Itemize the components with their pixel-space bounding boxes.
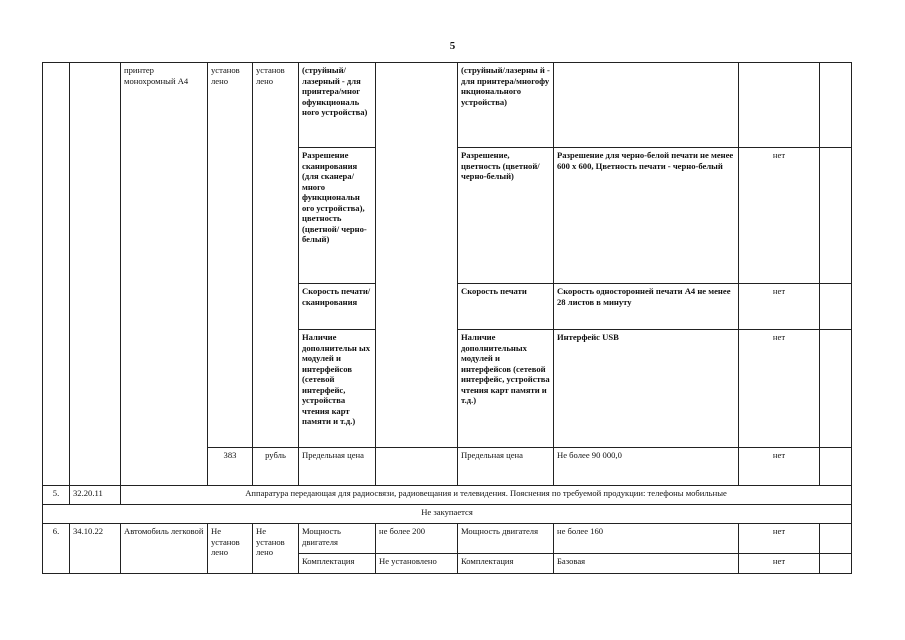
table-row bbox=[43, 63, 852, 148]
empty-cell bbox=[820, 554, 852, 574]
characteristic-value: Скорость односторонней печати А4 не менее 28 листов в минуту bbox=[554, 284, 739, 330]
empty-cell bbox=[820, 330, 852, 448]
characteristic-left: (струйный/ лазерный - для принтера/мног офункциональ ного устройства) bbox=[299, 63, 376, 148]
okpd-code: 34.10.22 bbox=[70, 524, 121, 574]
table-row bbox=[43, 524, 852, 554]
product-group-title: Аппаратура передающая для радиосвязи, радиовещания и телевидения. Пояснения по требуемой продукции: телефоны мобильные bbox=[121, 486, 852, 505]
value-left: не более 200 bbox=[376, 524, 458, 554]
characteristic-value: Интерфейс USB bbox=[554, 330, 739, 448]
note-cell: нет bbox=[739, 448, 820, 486]
characteristic-left: Разрешение сканирования (для сканера/много функциональн ого устройства), цветность (цветной/ черно-белый) bbox=[299, 148, 376, 284]
row-number: 6. bbox=[43, 524, 70, 574]
characteristic-right: (струйный/лазерны й - для принтера/многофу нкционального устройства) bbox=[458, 63, 554, 148]
value-left bbox=[376, 63, 458, 448]
unit-name: Не установ лено bbox=[253, 524, 299, 574]
characteristic-right: Комплектация bbox=[458, 554, 554, 574]
requirements-table bbox=[42, 62, 852, 574]
characteristic-value: не более 160 bbox=[554, 524, 739, 554]
empty-cell bbox=[820, 148, 852, 284]
characteristic-right: Наличие дополнительных модулей и интерфейсов (сетевой интерфейс, устройства чтения карт памяти и т.д.) bbox=[458, 330, 554, 448]
note-cell bbox=[739, 63, 820, 148]
characteristic-right: Разрешение, цветность (цветной/ черно-белый) bbox=[458, 148, 554, 284]
page-number: 5 bbox=[449, 40, 456, 52]
okpd-code: 32.20.11 bbox=[70, 486, 121, 505]
product-name: принтер монохромный А4 bbox=[121, 63, 208, 486]
unit-name: установ лено bbox=[253, 63, 299, 448]
product-name: Автомобиль легковой bbox=[121, 524, 208, 574]
note-cell: нет bbox=[739, 284, 820, 330]
characteristic-value: Не более 90 000,0 bbox=[554, 448, 739, 486]
characteristic-left: Скорость печати/ сканирования bbox=[299, 284, 376, 330]
characteristic-left: Мощность двигателя bbox=[299, 524, 376, 554]
characteristic-right: Мощность двигателя bbox=[458, 524, 554, 554]
empty-cell bbox=[820, 63, 852, 148]
characteristic-right: Скорость печати bbox=[458, 284, 554, 330]
note-cell: нет bbox=[739, 554, 820, 574]
table-row bbox=[43, 486, 852, 505]
cell-num-printer bbox=[43, 63, 70, 486]
not-purchased-note: Не закупается bbox=[43, 505, 852, 524]
empty-cell bbox=[820, 448, 852, 486]
characteristic-value: Базовая bbox=[554, 554, 739, 574]
note-cell: нет bbox=[739, 148, 820, 284]
row-number: 5. bbox=[43, 486, 70, 505]
note-cell: нет bbox=[739, 330, 820, 448]
characteristic-left: Комплектация bbox=[299, 554, 376, 574]
table-row bbox=[43, 505, 852, 524]
note-cell: нет bbox=[739, 524, 820, 554]
characteristic-left: Предельная цена bbox=[299, 448, 376, 486]
characteristic-left: Наличие дополнительн ых модулей и интерфейсов (сетевой интерфейс, устройства чтения карт памяти и т.д.) bbox=[299, 330, 376, 448]
empty-cell bbox=[820, 284, 852, 330]
empty-cell bbox=[820, 524, 852, 554]
cell-code-printer bbox=[70, 63, 121, 486]
okei-code: 383 bbox=[208, 448, 253, 486]
characteristic-value: Разрешение для черно-белой печати не менее 600 х 600, Цветность печати - черно-белый bbox=[554, 148, 739, 284]
okei-unit: рубль bbox=[253, 448, 299, 486]
unit-code: установ лено bbox=[208, 63, 253, 448]
value-left bbox=[376, 448, 458, 486]
unit-code: Не установ лено bbox=[208, 524, 253, 574]
characteristic-value bbox=[554, 63, 739, 148]
value-left: Не установлено bbox=[376, 554, 458, 574]
characteristic-right: Предельная цена bbox=[458, 448, 554, 486]
